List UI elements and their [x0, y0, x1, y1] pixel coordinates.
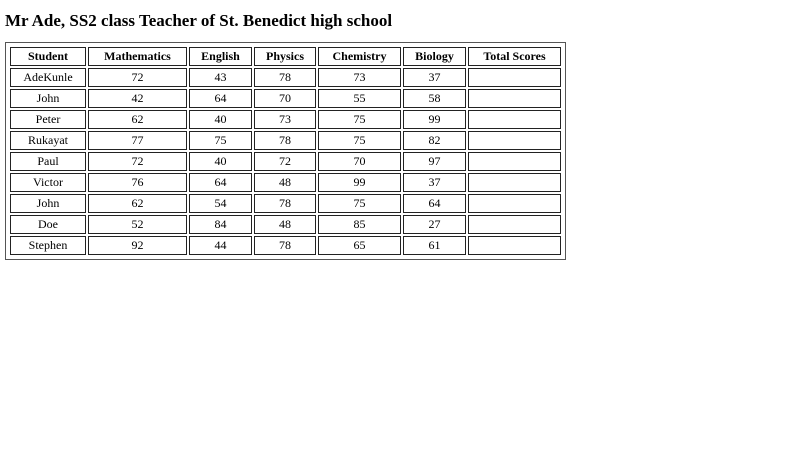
header-biology: Biology: [403, 47, 466, 66]
mathematics-score-cell: 52: [88, 215, 187, 234]
chemistry-score-cell: 75: [318, 110, 401, 129]
student-name-cell: Peter: [10, 110, 86, 129]
table-row: [10, 215, 561, 234]
student-name-cell: AdeKunle: [10, 68, 86, 87]
biology-score-cell: 27: [403, 215, 466, 234]
chemistry-score-cell: 65: [318, 236, 401, 255]
english-score-cell: 54: [189, 194, 252, 213]
physics-score-cell: 48: [254, 173, 316, 192]
table-row: [10, 131, 561, 150]
english-score-cell: 64: [189, 89, 252, 108]
biology-score-cell: 61: [403, 236, 466, 255]
physics-score-cell: 70: [254, 89, 316, 108]
physics-score-cell: 72: [254, 152, 316, 171]
chemistry-score-cell: 85: [318, 215, 401, 234]
table-row: [10, 236, 561, 255]
biology-score-cell: 64: [403, 194, 466, 213]
english-score-cell: 44: [189, 236, 252, 255]
student-name-cell: Doe: [10, 215, 86, 234]
table-row: [10, 68, 561, 87]
mathematics-score-cell: 77: [88, 131, 187, 150]
total-score-cell: [468, 194, 561, 213]
table-row: [10, 173, 561, 192]
total-score-cell: [468, 173, 561, 192]
student-name-cell: John: [10, 194, 86, 213]
chemistry-score-cell: 70: [318, 152, 401, 171]
mathematics-score-cell: 42: [88, 89, 187, 108]
table-row: [10, 110, 561, 129]
table-row: [10, 152, 561, 171]
english-score-cell: 75: [189, 131, 252, 150]
page-title: Mr Ade, SS2 class Teacher of St. Benedict high school: [5, 11, 393, 30]
total-score-cell: [468, 131, 561, 150]
header-row: [10, 47, 561, 66]
mathematics-score-cell: 92: [88, 236, 187, 255]
chemistry-score-cell: 99: [318, 173, 401, 192]
physics-score-cell: 78: [254, 236, 316, 255]
header-student: Student: [10, 47, 86, 66]
scores-table: [5, 42, 566, 260]
mathematics-score-cell: 72: [88, 68, 187, 87]
biology-score-cell: 58: [403, 89, 466, 108]
biology-score-cell: 37: [403, 173, 466, 192]
physics-score-cell: 48: [254, 215, 316, 234]
physics-score-cell: 78: [254, 194, 316, 213]
biology-score-cell: 99: [403, 110, 466, 129]
mathematics-score-cell: 76: [88, 173, 187, 192]
physics-score-cell: 73: [254, 110, 316, 129]
header-english: English: [189, 47, 252, 66]
chemistry-score-cell: 73: [318, 68, 401, 87]
table-body: [10, 68, 561, 255]
student-name-cell: Stephen: [10, 236, 86, 255]
student-name-cell: John: [10, 89, 86, 108]
table-row: [10, 89, 561, 108]
table-header: [10, 47, 561, 66]
student-name-cell: Paul: [10, 152, 86, 171]
student-name-cell: Victor: [10, 173, 86, 192]
header-chemistry: Chemistry: [318, 47, 401, 66]
table-row: [10, 194, 561, 213]
chemistry-score-cell: 75: [318, 131, 401, 150]
biology-score-cell: 82: [403, 131, 466, 150]
mathematics-score-cell: 62: [88, 194, 187, 213]
header-total-scores: Total Scores: [468, 47, 561, 66]
chemistry-score-cell: 55: [318, 89, 401, 108]
english-score-cell: 40: [189, 110, 252, 129]
total-score-cell: [468, 152, 561, 171]
physics-score-cell: 78: [254, 68, 316, 87]
biology-score-cell: 97: [403, 152, 466, 171]
english-score-cell: 64: [189, 173, 252, 192]
total-score-cell: [468, 236, 561, 255]
english-score-cell: 84: [189, 215, 252, 234]
total-score-cell: [468, 89, 561, 108]
header-physics: Physics: [254, 47, 316, 66]
physics-score-cell: 78: [254, 131, 316, 150]
total-score-cell: [468, 68, 561, 87]
mathematics-score-cell: 62: [88, 110, 187, 129]
biology-score-cell: 37: [403, 68, 466, 87]
total-score-cell: [468, 110, 561, 129]
mathematics-score-cell: 72: [88, 152, 187, 171]
total-score-cell: [468, 215, 561, 234]
english-score-cell: 43: [189, 68, 252, 87]
chemistry-score-cell: 75: [318, 194, 401, 213]
header-mathematics: Mathematics: [88, 47, 187, 66]
english-score-cell: 40: [189, 152, 252, 171]
student-name-cell: Rukayat: [10, 131, 86, 150]
